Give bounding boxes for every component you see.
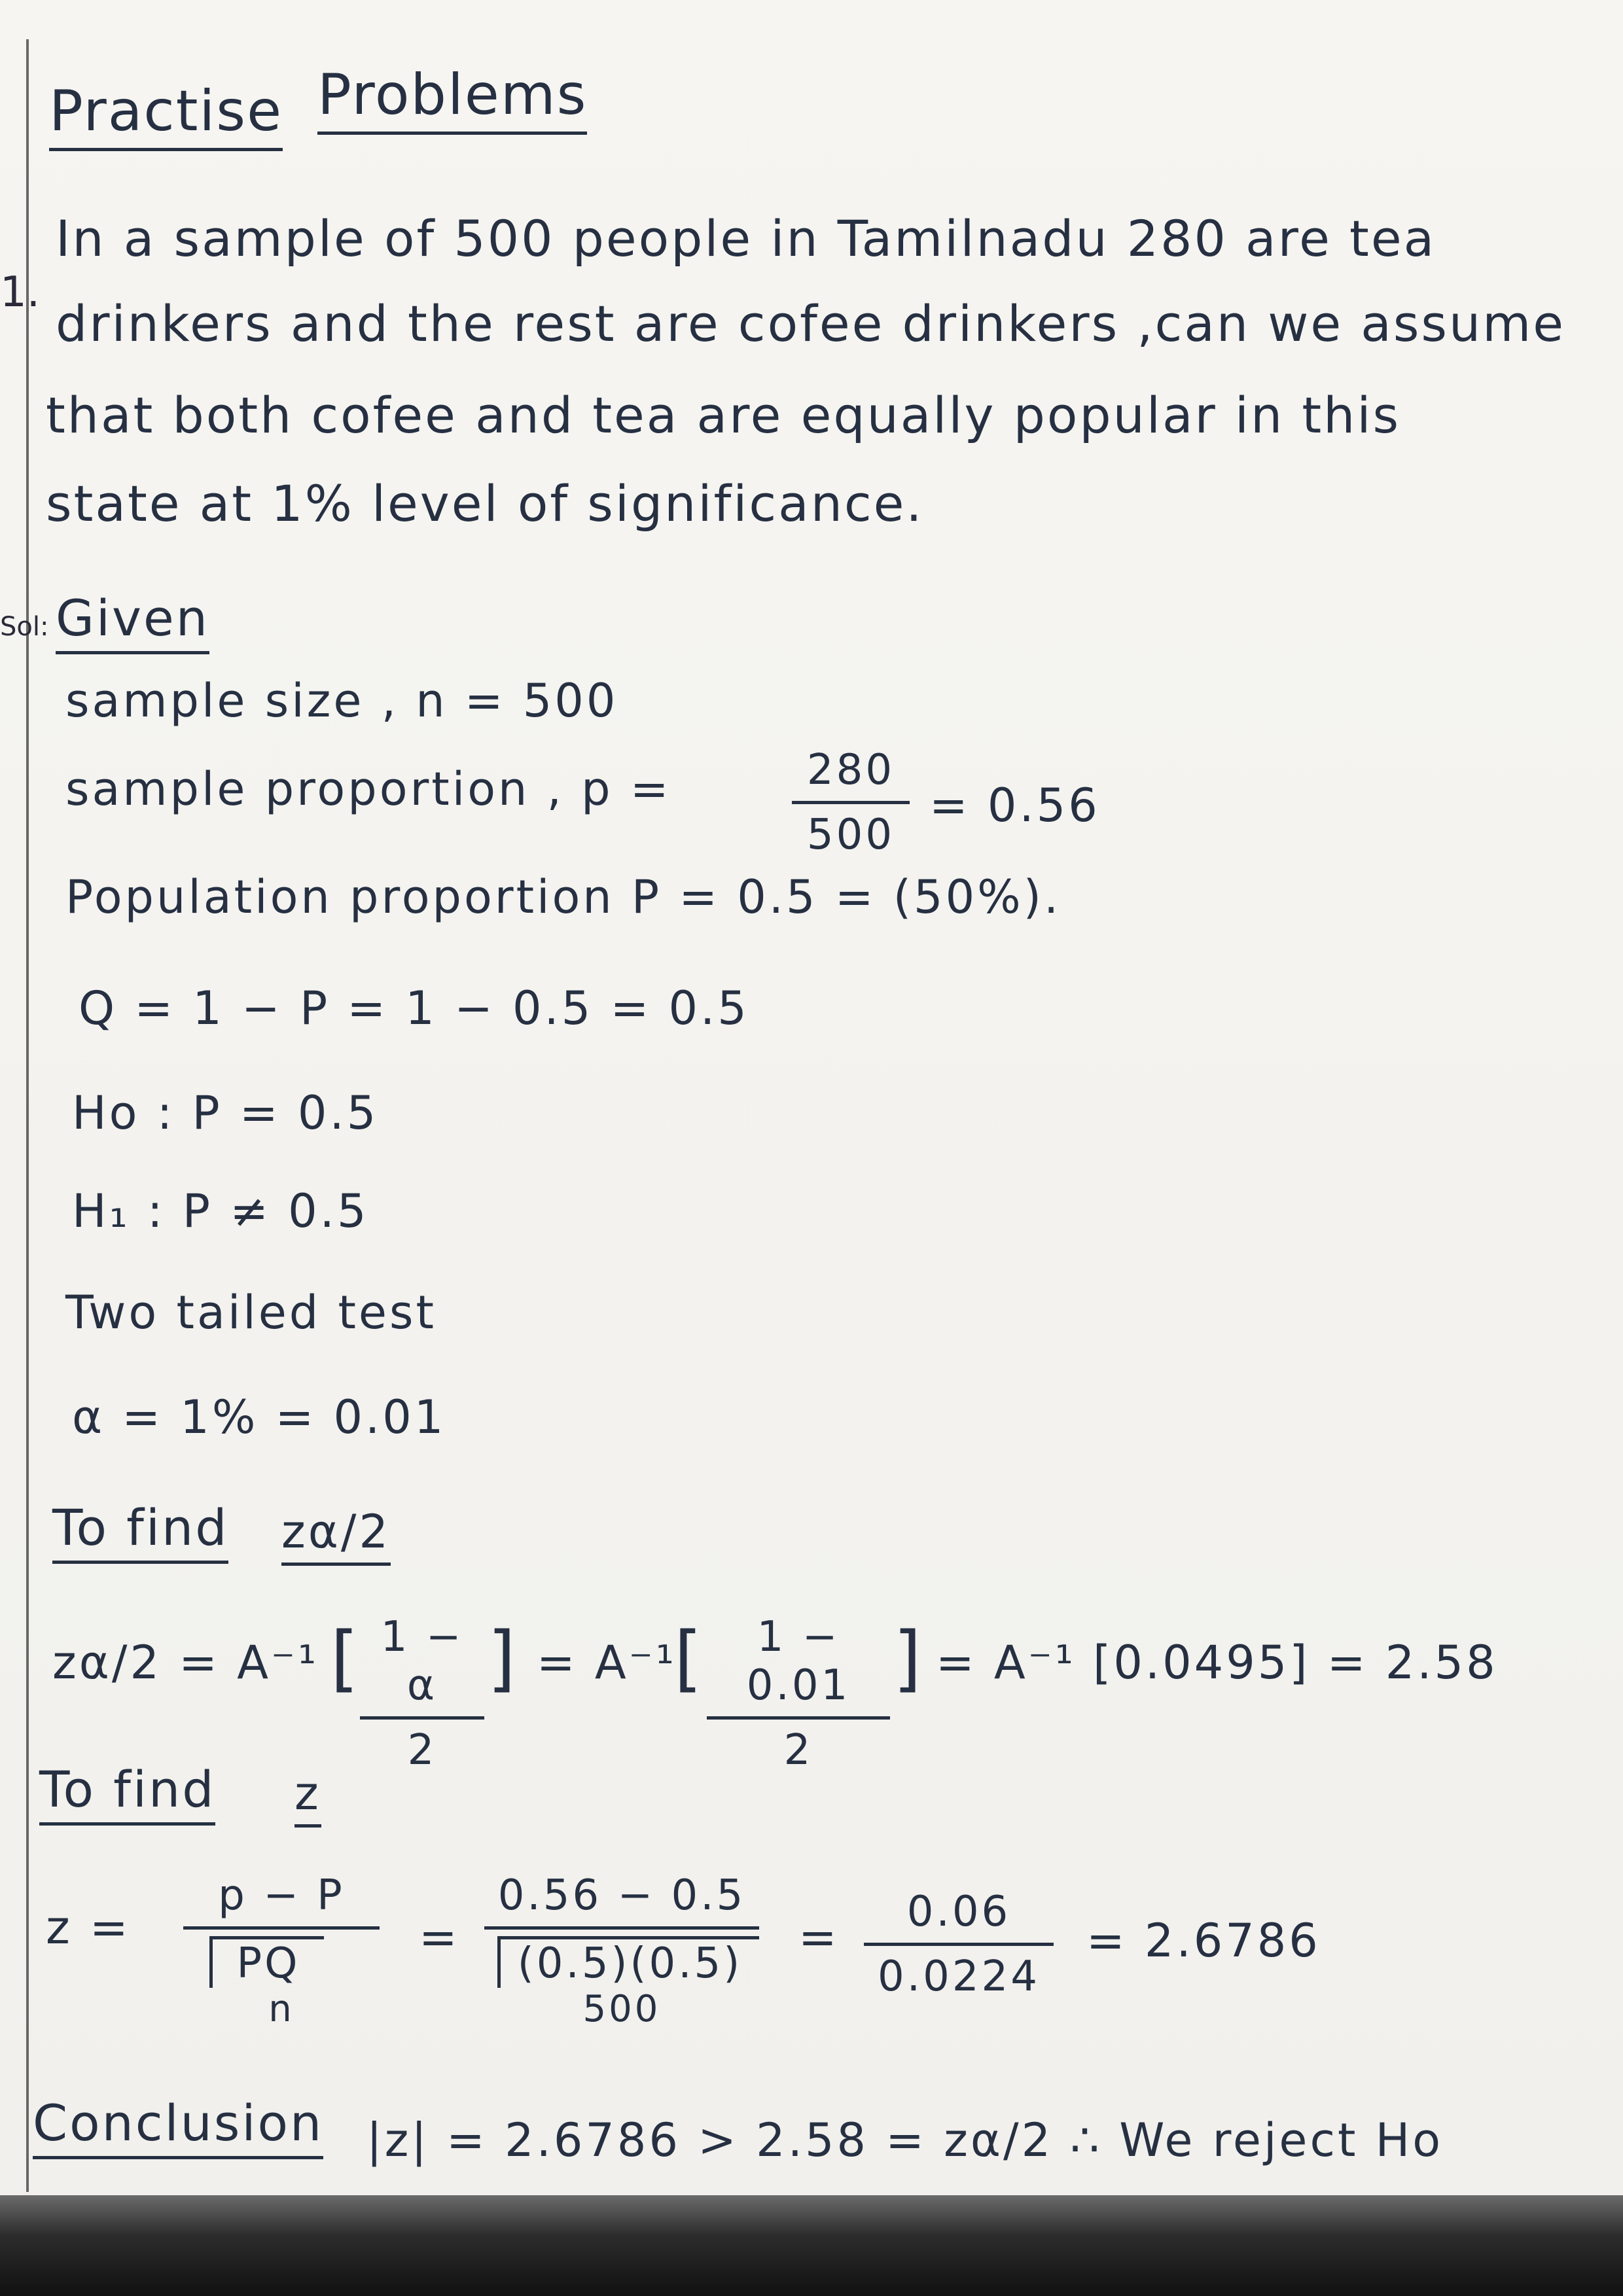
fraction-bar [792, 801, 910, 804]
zalpha-mid: = A⁻¹ [537, 1636, 677, 1689]
question-line-1: In a sample of 500 people in Tamilnadu 280 are tea [56, 209, 1436, 268]
z-f1-den-top: PQ [209, 1936, 324, 1988]
zalpha-f1-num: 1 − α [380, 1613, 464, 1710]
bracket-open-2: [ [674, 1616, 705, 1700]
test-type: Two tailed test [65, 1286, 437, 1339]
find-zalpha-heading: To find [52, 1498, 228, 1564]
z-f1-den-bot: n [268, 1988, 294, 2030]
zalpha-fraction-2 [707, 1613, 890, 1775]
sample-prop-num: 280 [806, 746, 895, 794]
find-z-heading: To find [39, 1760, 215, 1826]
z-f3-den: 0.0224 [878, 1952, 1040, 2001]
z-fraction-2 [484, 1871, 759, 2030]
z-f2-den-top: (0.5)(0.5) [497, 1936, 759, 1988]
find-zalpha-symbol: zα/2 [281, 1505, 391, 1566]
z-fraction-3 [864, 1888, 1054, 2001]
zalpha-f2-num: 1 − 0.01 [746, 1613, 851, 1710]
title-practise: Practise [49, 79, 283, 151]
alt-hypothesis: H₁ : P ≠ 0.5 [72, 1184, 369, 1238]
solution-label: Sol: [0, 612, 49, 642]
z-f2-den-bot: 500 [582, 1988, 661, 2030]
fraction-bar [360, 1716, 484, 1720]
title-problems: Problems [317, 62, 587, 135]
given-heading: Given [56, 589, 209, 654]
question-line-3: that both cofee and tea are equally popular in this [46, 386, 1401, 444]
z-f1-num: p − P [218, 1871, 345, 1920]
conclusion-text: |z| = 2.6786 > 2.58 = zα/2 ∴ We reject Ho [366, 2113, 1444, 2167]
find-z-symbol: z [294, 1767, 321, 1828]
zalpha-f1-den: 2 [407, 1726, 437, 1775]
z-f3-num: 0.06 [906, 1888, 1011, 1936]
page-bottom-edge [0, 2195, 1623, 2296]
z-eq-2: = [798, 1911, 840, 1964]
sample-proportion-label: sample proportion , p = [65, 762, 671, 816]
alpha-value: α = 1% = 0.01 [72, 1390, 446, 1444]
question-number: 1. [0, 268, 41, 317]
bracket-close-2: ] [893, 1616, 924, 1700]
z-fraction-1 [183, 1871, 380, 2030]
zalpha-fraction-1 [360, 1613, 484, 1775]
fraction-bar [484, 1926, 759, 1930]
fraction-bar [864, 1943, 1054, 1946]
bracket-open-1: [ [330, 1616, 361, 1700]
conclusion-label: Conclusion [33, 2094, 323, 2159]
margin-line [26, 39, 29, 2192]
z-f2-num: 0.56 − 0.5 [497, 1871, 746, 1920]
sample-proportion-result: = 0.56 [929, 779, 1100, 832]
q-line: Q = 1 − P = 1 − 0.5 = 0.5 [79, 981, 749, 1035]
zalpha-lhs: zα/2 = A⁻¹ [52, 1636, 319, 1689]
bracket-close-1: ] [488, 1616, 518, 1700]
zalpha-f2-den: 2 [783, 1726, 813, 1775]
fraction-bar [183, 1926, 380, 1930]
question-line-2: drinkers and the rest are cofee drinkers ,can we assume [56, 294, 1565, 353]
fraction-bar [707, 1716, 890, 1720]
sample-prop-den: 500 [806, 811, 895, 859]
population-proportion: Population proportion P = 0.5 = (50%). [65, 870, 1061, 924]
sample-proportion-fraction [792, 746, 910, 859]
question-line-4: state at 1% level of significance. [46, 474, 924, 533]
z-eq-1: = [419, 1911, 460, 1964]
z-lhs: z = [46, 1901, 131, 1954]
z-result: = 2.6786 [1086, 1914, 1321, 1968]
null-hypothesis: Ho : P = 0.5 [72, 1086, 379, 1140]
zalpha-rhs: = A⁻¹ [0.0495] = 2.58 [936, 1636, 1498, 1689]
sample-size: sample size , n = 500 [65, 674, 618, 728]
